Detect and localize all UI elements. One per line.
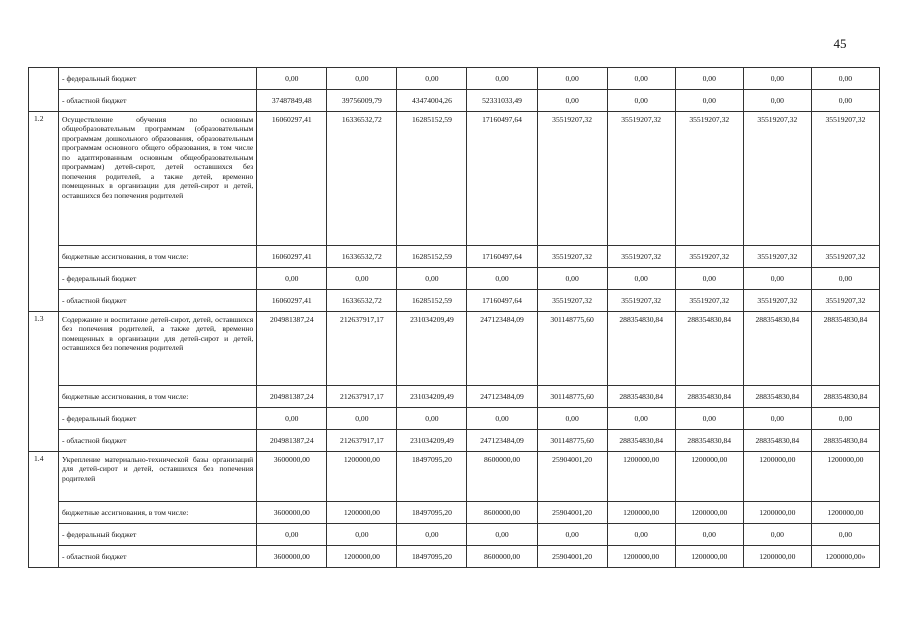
value-cell: 288354830,84 bbox=[607, 386, 675, 408]
value-cell: 0,00 bbox=[675, 68, 743, 90]
table-row bbox=[29, 90, 880, 112]
section-row bbox=[29, 452, 880, 502]
value-cell: 247123484,09 bbox=[467, 312, 537, 386]
value-cell: 1200000,00 bbox=[327, 546, 397, 568]
value-cell: 1200000,00 bbox=[743, 546, 811, 568]
row-number-cell bbox=[29, 68, 59, 112]
value-cell: 16336532,72 bbox=[327, 290, 397, 312]
budget-table bbox=[28, 67, 880, 568]
table-row bbox=[29, 268, 880, 290]
page-number: 45 bbox=[833, 36, 847, 51]
value-cell: 16060297,41 bbox=[257, 112, 327, 246]
row-label: - областной бюджет bbox=[59, 546, 257, 568]
value-cell: 0,00 bbox=[675, 408, 743, 430]
value-cell: 1200000,00 bbox=[607, 502, 675, 524]
value-cell: 52331033,49 bbox=[467, 90, 537, 112]
value-cell: 35519207,32 bbox=[675, 246, 743, 268]
value-cell: 0,00 bbox=[257, 68, 327, 90]
table-row bbox=[29, 246, 880, 268]
value-cell: 1200000,00 bbox=[743, 452, 811, 502]
row-label: - областной бюджет bbox=[59, 290, 257, 312]
value-cell: 0,00 bbox=[257, 408, 327, 430]
value-cell: 39756009,79 bbox=[327, 90, 397, 112]
value-cell: 247123484,09 bbox=[467, 430, 537, 452]
value-cell: 16060297,41 bbox=[257, 246, 327, 268]
value-cell: 1200000,00 bbox=[327, 452, 397, 502]
value-cell: 1200000,00 bbox=[675, 502, 743, 524]
value-cell: 18497095,20 bbox=[397, 502, 467, 524]
value-cell: 43474004,26 bbox=[397, 90, 467, 112]
value-cell: 16285152,59 bbox=[397, 112, 467, 246]
value-cell: 0,00 bbox=[397, 408, 467, 430]
value-cell: 35519207,32 bbox=[811, 290, 879, 312]
value-cell: 1200000,00 bbox=[811, 452, 879, 502]
value-cell: 0,00 bbox=[257, 268, 327, 290]
value-cell: 0,00 bbox=[675, 90, 743, 112]
value-cell: 0,00 bbox=[743, 408, 811, 430]
section-row bbox=[29, 112, 880, 246]
value-cell: 17160497,64 bbox=[467, 290, 537, 312]
row-label: бюджетные ассигнования, в том числе: bbox=[59, 502, 257, 524]
value-cell: 0,00 bbox=[537, 408, 607, 430]
value-cell: 212637917,17 bbox=[327, 312, 397, 386]
value-cell: 231034209,49 bbox=[397, 386, 467, 408]
table-row bbox=[29, 386, 880, 408]
value-cell: 1200000,00 bbox=[675, 546, 743, 568]
value-cell: 0,00 bbox=[327, 524, 397, 546]
value-cell: 0,00 bbox=[811, 90, 879, 112]
value-cell: 0,00 bbox=[257, 524, 327, 546]
value-cell: 25904001,20 bbox=[537, 452, 607, 502]
value-cell: 0,00 bbox=[327, 68, 397, 90]
table-row bbox=[29, 546, 880, 568]
value-cell: 17160497,64 bbox=[467, 112, 537, 246]
value-cell: 0,00 bbox=[397, 268, 467, 290]
section-description: Укрепление материально-технической базы организаций для детей-сирот и детей, оставшихся без попечения родителей bbox=[59, 452, 257, 502]
value-cell: 0,00 bbox=[743, 68, 811, 90]
value-cell: 35519207,32 bbox=[537, 112, 607, 246]
value-cell: 0,00 bbox=[537, 90, 607, 112]
value-cell: 288354830,84 bbox=[675, 312, 743, 386]
value-cell: 288354830,84 bbox=[743, 386, 811, 408]
value-cell: 1200000,00 bbox=[743, 502, 811, 524]
table-row bbox=[29, 524, 880, 546]
value-cell: 0,00 bbox=[397, 524, 467, 546]
value-cell: 0,00 bbox=[811, 268, 879, 290]
row-label: - федеральный бюджет bbox=[59, 268, 257, 290]
value-cell: 35519207,32 bbox=[607, 246, 675, 268]
value-cell: 0,00 bbox=[607, 268, 675, 290]
value-cell: 17160497,64 bbox=[467, 246, 537, 268]
value-cell: 1200000,00» bbox=[811, 546, 879, 568]
value-cell: 288354830,84 bbox=[743, 312, 811, 386]
value-cell: 16060297,41 bbox=[257, 290, 327, 312]
value-cell: 1200000,00 bbox=[327, 502, 397, 524]
value-cell: 231034209,49 bbox=[397, 312, 467, 386]
value-cell: 0,00 bbox=[607, 408, 675, 430]
value-cell: 16336532,72 bbox=[327, 112, 397, 246]
value-cell: 35519207,32 bbox=[607, 290, 675, 312]
section-row bbox=[29, 312, 880, 386]
value-cell: 0,00 bbox=[811, 524, 879, 546]
value-cell: 18497095,20 bbox=[397, 546, 467, 568]
value-cell: 0,00 bbox=[327, 408, 397, 430]
value-cell: 35519207,32 bbox=[675, 112, 743, 246]
value-cell: 0,00 bbox=[537, 68, 607, 90]
value-cell: 16285152,59 bbox=[397, 290, 467, 312]
value-cell: 25904001,20 bbox=[537, 546, 607, 568]
value-cell: 288354830,84 bbox=[607, 430, 675, 452]
section-number: 1.2 bbox=[29, 112, 59, 312]
value-cell: 288354830,84 bbox=[811, 312, 879, 386]
row-label: бюджетные ассигнования, в том числе: bbox=[59, 246, 257, 268]
table-row bbox=[29, 408, 880, 430]
value-cell: 3600000,00 bbox=[257, 502, 327, 524]
row-label: бюджетные ассигнования, в том числе: bbox=[59, 386, 257, 408]
value-cell: 288354830,84 bbox=[675, 430, 743, 452]
value-cell: 204981387,24 bbox=[257, 386, 327, 408]
value-cell: 212637917,17 bbox=[327, 430, 397, 452]
value-cell: 0,00 bbox=[743, 268, 811, 290]
value-cell: 301148775,60 bbox=[537, 386, 607, 408]
section-number: 1.3 bbox=[29, 312, 59, 452]
value-cell: 0,00 bbox=[811, 68, 879, 90]
value-cell: 35519207,32 bbox=[537, 246, 607, 268]
row-label: - федеральный бюджет bbox=[59, 68, 257, 90]
table-row bbox=[29, 430, 880, 452]
value-cell: 35519207,32 bbox=[743, 246, 811, 268]
table-row bbox=[29, 290, 880, 312]
value-cell: 204981387,24 bbox=[257, 312, 327, 386]
value-cell: 8600000,00 bbox=[467, 452, 537, 502]
value-cell: 18497095,20 bbox=[397, 452, 467, 502]
value-cell: 35519207,32 bbox=[811, 112, 879, 246]
value-cell: 8600000,00 bbox=[467, 546, 537, 568]
value-cell: 1200000,00 bbox=[607, 546, 675, 568]
value-cell: 3600000,00 bbox=[257, 546, 327, 568]
value-cell: 35519207,32 bbox=[743, 112, 811, 246]
value-cell: 0,00 bbox=[327, 268, 397, 290]
value-cell: 3600000,00 bbox=[257, 452, 327, 502]
value-cell: 301148775,60 bbox=[537, 430, 607, 452]
value-cell: 288354830,84 bbox=[811, 430, 879, 452]
value-cell: 0,00 bbox=[397, 68, 467, 90]
table-row bbox=[29, 68, 880, 90]
value-cell: 0,00 bbox=[743, 524, 811, 546]
value-cell: 16285152,59 bbox=[397, 246, 467, 268]
value-cell: 8600000,00 bbox=[467, 502, 537, 524]
value-cell: 0,00 bbox=[607, 90, 675, 112]
section-number: 1.4 bbox=[29, 452, 59, 568]
value-cell: 288354830,84 bbox=[607, 312, 675, 386]
value-cell: 288354830,84 bbox=[811, 386, 879, 408]
value-cell: 35519207,32 bbox=[675, 290, 743, 312]
value-cell: 0,00 bbox=[607, 68, 675, 90]
value-cell: 301148775,60 bbox=[537, 312, 607, 386]
row-label: - федеральный бюджет bbox=[59, 408, 257, 430]
value-cell: 0,00 bbox=[811, 408, 879, 430]
value-cell: 204981387,24 bbox=[257, 430, 327, 452]
section-description: Осуществление обучения по основным общеобразовательным программам (образовательным программам дошкольного образования, образовательным программам основного общего образования, в том числе по адаптированным основным общеобразовательным программам) детей-сирот, детей оставшихся без попечения родителей, а также детей, временно помещенных в организации для детей-сирот и детей, оставшихся без попечения родителей bbox=[59, 112, 257, 246]
row-label: - федеральный бюджет bbox=[59, 524, 257, 546]
value-cell: 288354830,84 bbox=[743, 430, 811, 452]
value-cell: 1200000,00 bbox=[811, 502, 879, 524]
section-description: Содержание и воспитание детей-сирот, детей, оставшихся без попечения родителей, а также детей, временно помещенных в организации для детей-сирот и детей, оставшихся без попечения родителей bbox=[59, 312, 257, 386]
value-cell: 231034209,49 bbox=[397, 430, 467, 452]
value-cell: 35519207,32 bbox=[811, 246, 879, 268]
value-cell: 247123484,09 bbox=[467, 386, 537, 408]
value-cell: 0,00 bbox=[607, 524, 675, 546]
table-row bbox=[29, 502, 880, 524]
value-cell: 0,00 bbox=[467, 408, 537, 430]
value-cell: 0,00 bbox=[743, 90, 811, 112]
value-cell: 0,00 bbox=[537, 268, 607, 290]
value-cell: 0,00 bbox=[675, 524, 743, 546]
value-cell: 35519207,32 bbox=[743, 290, 811, 312]
value-cell: 35519207,32 bbox=[607, 112, 675, 246]
value-cell: 35519207,32 bbox=[537, 290, 607, 312]
value-cell: 0,00 bbox=[675, 268, 743, 290]
value-cell: 0,00 bbox=[537, 524, 607, 546]
value-cell: 0,00 bbox=[467, 268, 537, 290]
value-cell: 212637917,17 bbox=[327, 386, 397, 408]
value-cell: 1200000,00 bbox=[675, 452, 743, 502]
value-cell: 0,00 bbox=[467, 524, 537, 546]
value-cell: 288354830,84 bbox=[675, 386, 743, 408]
value-cell: 37487849,48 bbox=[257, 90, 327, 112]
value-cell: 25904001,20 bbox=[537, 502, 607, 524]
value-cell: 16336532,72 bbox=[327, 246, 397, 268]
row-label: - областной бюджет bbox=[59, 430, 257, 452]
value-cell: 0,00 bbox=[467, 68, 537, 90]
value-cell: 1200000,00 bbox=[607, 452, 675, 502]
row-label: - областной бюджет bbox=[59, 90, 257, 112]
